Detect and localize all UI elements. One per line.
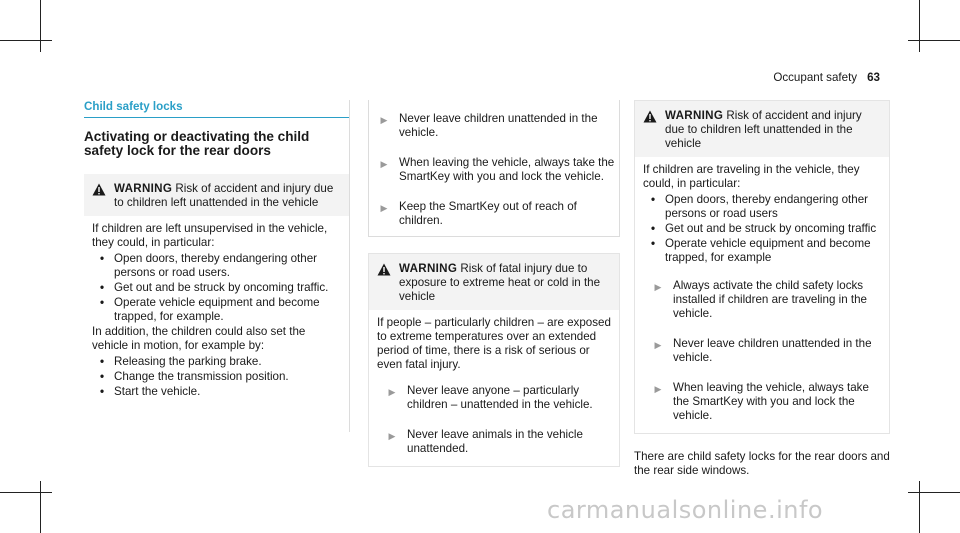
- warning-box: [84, 174, 349, 408]
- warning-header: [84, 174, 349, 216]
- instruction-text: Always activate the child safety locks installed if children are traveling in the vehicle.: [673, 279, 867, 320]
- warning-intro: If children are left unsupervised in the vehicle, they could, in particular:: [92, 222, 328, 249]
- info-paragraph: There are child safety locks for the rear doors and the rear side windows.: [634, 450, 890, 477]
- warning-intro-2: In addition, the children could also set the vehicle in motion, for example by:: [92, 325, 306, 352]
- warning-paragraph: If people – particularly children – are exposed to extreme temperatures over an extended period of time, there is a risk of serious or even fatal injury.: [377, 316, 611, 371]
- list-item: • Get out and be struck by oncoming traffic: [643, 222, 881, 236]
- instruction-text: Never leave anyone – particularly children – unattended in the vehicle.: [407, 384, 593, 411]
- instruction-arrow-icon: ▶: [388, 387, 396, 397]
- warning-label: WARNING: [114, 182, 173, 195]
- crop-mark: [0, 40, 52, 41]
- bullet-list: [92, 252, 341, 324]
- list-item: • Open doors, thereby endangering other persons or road users.: [92, 252, 341, 280]
- instruction-item: [643, 279, 881, 321]
- section-title: Child safety locks: [84, 100, 349, 118]
- warning-headline: Risk of fatal injury due to exposure to extreme heat or cold in the vehicle: [399, 262, 601, 303]
- instruction-item: [377, 428, 611, 456]
- list-item: • Change the transmission position.: [92, 370, 341, 384]
- instruction-arrow-icon: ▶: [654, 282, 662, 292]
- warning-intro: If children are traveling in the vehicle, they could, in particular:: [643, 163, 860, 190]
- instruction-arrow-icon: ▶: [380, 203, 388, 213]
- warning-triangle-icon: [92, 182, 114, 210]
- bullet-list: [92, 355, 341, 399]
- instruction-item: [643, 337, 881, 365]
- warning-body: [369, 310, 619, 466]
- crop-mark: [0, 492, 52, 493]
- instruction-text: Never leave animals in the vehicle unattended.: [407, 428, 583, 455]
- instruction-item: [377, 384, 611, 412]
- instruction-text: When leaving the vehicle, always take the SmartKey with you and lock the vehicle.: [673, 381, 869, 422]
- crop-mark: [908, 492, 960, 493]
- instruction-item: [369, 112, 619, 140]
- warning-header: [369, 254, 619, 310]
- warning-box: [634, 100, 890, 434]
- instruction-text: Keep the SmartKey out of reach of children.: [399, 200, 577, 227]
- warning-label: WARNING: [665, 109, 724, 122]
- list-item: • Start the vehicle.: [92, 385, 341, 399]
- subsection-title: Activating or deactivating the child safety lock for the rear doors: [84, 129, 310, 158]
- instruction-item: [643, 381, 881, 423]
- column-1: [84, 100, 349, 408]
- warning-label: WARNING: [399, 262, 458, 275]
- instruction-text: When leaving the vehicle, always take the SmartKey with you and lock the vehicle.: [399, 156, 615, 183]
- section-name: Occupant safety: [773, 71, 858, 84]
- instruction-item: [369, 200, 619, 228]
- warning-headline: Risk of accident and injury due to children left unattended in the vehicle: [665, 109, 862, 150]
- column-2: [368, 100, 620, 467]
- instruction-arrow-icon: ▶: [654, 340, 662, 350]
- list-item: • Operate vehicle equipment and become trapped, for example: [643, 237, 881, 265]
- crop-mark: [40, 0, 41, 52]
- instruction-box: [368, 100, 620, 237]
- warning-header: [635, 101, 889, 157]
- page-number: 63: [867, 71, 880, 84]
- list-item: • Operate vehicle equipment and become trapped, for example.: [92, 296, 341, 324]
- page-header: [773, 71, 880, 85]
- crop-mark: [919, 0, 920, 52]
- warning-box: [368, 253, 620, 467]
- warning-triangle-icon: [377, 262, 399, 304]
- list-item: • Get out and be struck by oncoming traffic.: [92, 281, 341, 295]
- crop-mark: [40, 481, 41, 533]
- instruction-arrow-icon: ▶: [654, 384, 662, 394]
- column-divider: [349, 100, 350, 432]
- warning-triangle-icon: [643, 109, 665, 151]
- instruction-text: Never leave children unattended in the vehicle.: [399, 112, 598, 139]
- bullet-list: [643, 193, 881, 265]
- list-item: • Open doors, thereby endangering other persons or road users: [643, 193, 881, 221]
- list-item: • Releasing the parking brake.: [92, 355, 341, 369]
- warning-body: [635, 157, 889, 433]
- crop-mark: [919, 481, 920, 533]
- instruction-arrow-icon: ▶: [380, 159, 388, 169]
- instruction-item: [369, 156, 619, 184]
- column-3: [634, 100, 890, 478]
- crop-mark: [908, 40, 960, 41]
- warning-body: [84, 216, 349, 408]
- instruction-text: Never leave children unattended in the vehicle.: [673, 337, 872, 364]
- warning-headline: Risk of accident and injury due to children left unattended in the vehicle: [114, 182, 334, 209]
- instruction-arrow-icon: ▶: [388, 431, 396, 441]
- instruction-arrow-icon: ▶: [380, 115, 388, 125]
- watermark: carmanualsonline.info: [547, 496, 824, 524]
